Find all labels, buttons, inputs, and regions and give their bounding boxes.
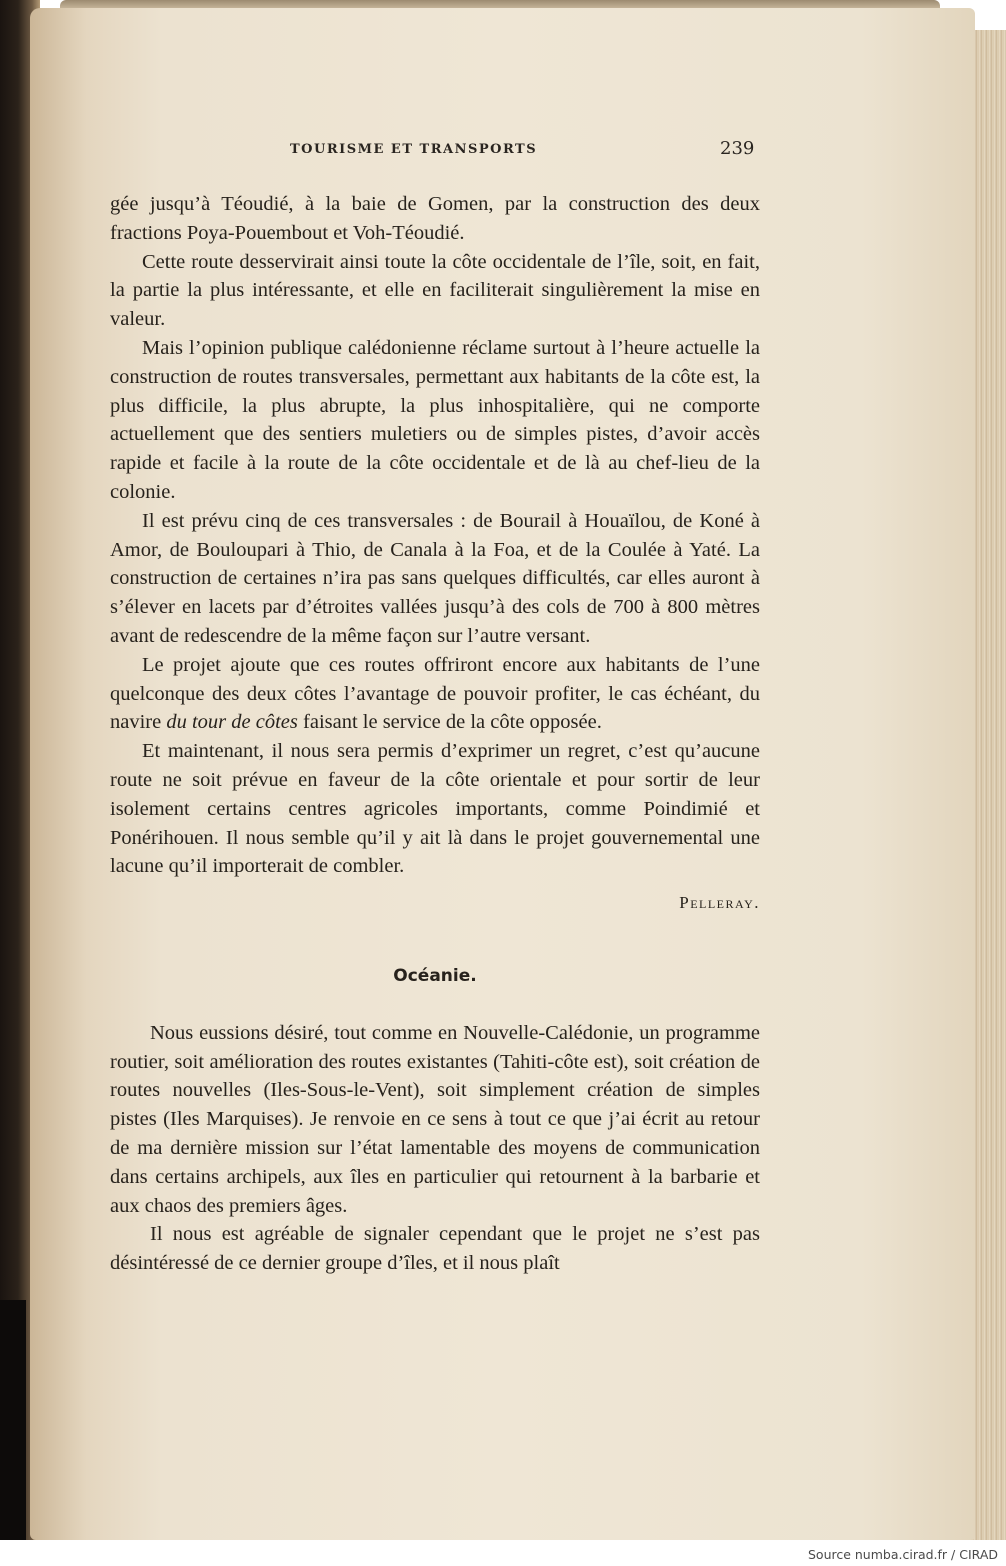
oceanie-paragraph-2: Il nous est agréable de signaler cependant que le projet ne s’est pas désintéressé de ce dernier groupe d’îles, et il nous plaît [110, 1223, 760, 1275]
section-title-oceanie: Océanie. [393, 965, 477, 986]
paragraph-5-italic: du tour de côtes [166, 711, 298, 734]
paragraph-2: Cette route desservirait ainsi toute la côte occidentale de l’île, soit, en fait, la partie la plus intéressante, et elle en faciliterait singulièrement la mise en valeur. [110, 250, 760, 331]
paragraph-5-text-a: Le projet ajoute que ces routes offriront encore aux habitants de l’une quelconque des deux côtes l’avantage de pouvoir profiter, le cas échéant, du navire [110, 653, 760, 734]
oceanie-paragraph-1: Nous eussions désiré, tout comme en Nouvelle-Calédonie, un programme routier, soit amélioration des routes existantes (Tahiti-côte est), soit création de routes nouvelles (Iles-Sous-le-Vent), soit simplement création de simples pistes (Iles Marquises). Je renvoie en ce sens à tout ce que j’ai écrit au retour de ma dernière mission sur l’état lamentable des moyens de communication dans certains archipels, aux îles en particulier qui retournent à la barbarie et aux chaos des premiers âges. [110, 1021, 760, 1217]
oceanie-section [110, 1019, 760, 1278]
author-signature: Pelleray. [679, 893, 760, 913]
page-body [110, 190, 760, 1278]
page-number: 239 [720, 138, 755, 159]
running-title: TOURISME ET TRANSPORTS [290, 142, 538, 157]
paragraph-4: Il est prévu cinq de ces transversales : de Bourail à Houaïlou, de Koné à Amor, de Bouloupari à Thio, de Canala à la Foa, et de la Coulée à Yaté. La construction de certaines n’ira pas sans quelques difficultés, car elles auront à s’élever en lacets par d’étroites vallées jusqu’à des cols de 700 à 800 mètres avant de redescendre de la même façon sur l’autre versant. [110, 509, 760, 647]
paragraph-6: Et maintenant, il nous sera permis d’exprimer un regret, c’est qu’aucune route ne soit prévue en faveur de la côte orientale et pour sortir de leur isolement certains centres agricoles importants, comme Poindimié et Ponérihouen. Il nous semble qu’il y ait là dans le projet gouvernemental une lacune qu’il importerait de combler. [110, 740, 760, 878]
paragraph-5-text-b: faisant le service de la côte opposée. [297, 711, 602, 734]
paragraph-3: Mais l’opinion publique calédonienne réclame surtout à l’heure actuelle la construction de routes transversales, permettant aux habitants de la côte est, la plus difficile, la plus abrupte, la plus inhospitalière, qui ne comporte actuellement que des sentiers muletiers ou de simples pistes, d’avoir accès rapide et facile à la route de la côte occidentale et de là au chef-lieu de la colonie. [110, 336, 760, 503]
paragraph-1: gée jusqu’à Téoudié, à la baie de Gomen, par la construction des deux fractions Poya-Pouembout et Voh-Téoudié. [110, 193, 760, 244]
book-strap [0, 1300, 26, 1540]
paragraph-5 [110, 651, 760, 737]
source-credit: Source numba.cirad.fr / CIRAD [807, 1547, 998, 1562]
